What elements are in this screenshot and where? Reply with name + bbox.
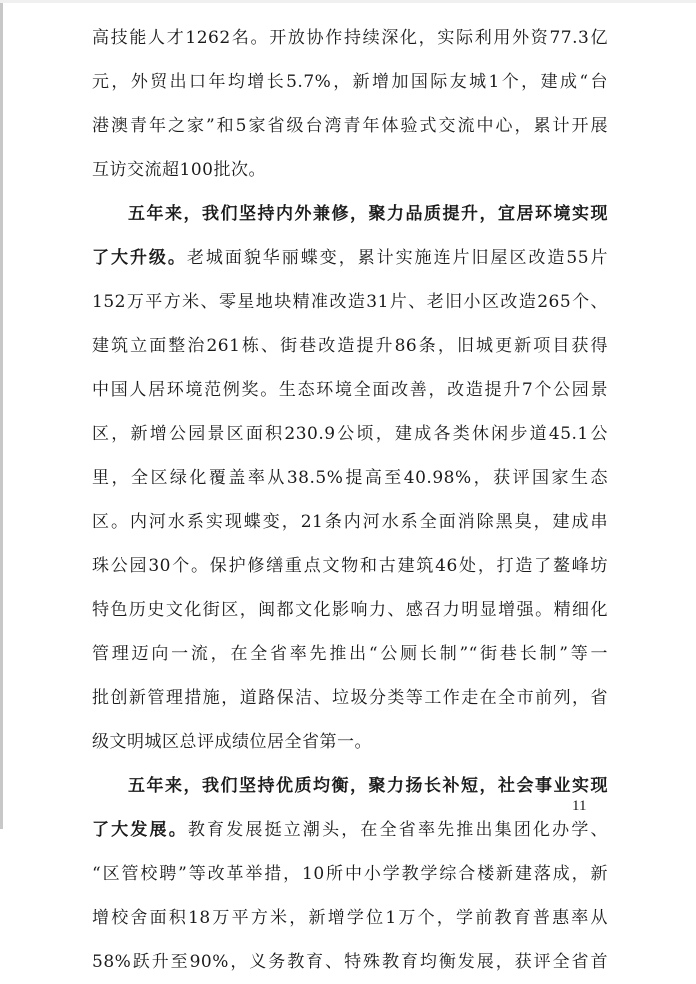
text-line: 里，全区绿化覆盖率从38.5%提高至40.98%，获评国家生态 (92, 468, 608, 488)
text-line: 高技能人才1262名。开放协作持续深化，实际利用外资77.3亿 (92, 28, 608, 48)
bold-lead-text: 五年来，我们坚持优质均衡，聚力扬长补短，社会事业实现 (128, 776, 608, 796)
text-line: 管理迈向一流，在全省率先推出“公厕长制”“街巷长制”等一 (92, 644, 608, 664)
bold-lead-text: 了大升级。 (92, 248, 187, 268)
paragraph-lead-line (92, 192, 608, 236)
document-page (92, 16, 608, 984)
text-line: 批创新管理措施，道路保洁、垃圾分类等工作走在全市前列，省 (92, 688, 608, 708)
text-line: 了大发展。教育发展挺立潮头，在全省率先推出集团化办学、 (92, 820, 609, 840)
text-line: 级文明城区总评成绩位居全省第一。 (92, 732, 372, 752)
text-line: 元，外贸出口年均增长5.7%，新增加国际友城1个，建成“台 (92, 72, 608, 92)
bold-lead-text: 五年来，我们坚持内外兼修，聚力品质提升，宜居环境实现 (128, 204, 608, 224)
text-line: 了大升级。老城面貌华丽蝶变，累计实施连片旧屋区改造55片 (92, 248, 609, 268)
text-line: 珠公园30个。保护修缮重点文物和古建筑46处，打造了鳌峰坊 (92, 556, 608, 576)
text-line: 互访交流超100批次。 (92, 160, 266, 180)
text-line: 港澳青年之家”和5家省级台湾青年体验式交流中心，累计开展 (92, 116, 608, 136)
page-number: 11 (572, 798, 587, 814)
text-line: 中国人居环境范例奖。生态环境全面改善，改造提升7个公园景 (92, 380, 608, 400)
text-line: 区。内河水系实现蝶变，21条内河水系全面消除黑臭，建成串 (92, 512, 608, 532)
text-line: 特色历史文化街区，闽都文化影响力、感召力明显增强。精细化 (92, 600, 608, 620)
text-line: 152万平方米、零星地块精准改造31片、老旧小区改造265个、 (92, 292, 608, 312)
text-line: 建筑立面整治261栋、街巷改造提升86条，旧城更新项目获得 (92, 336, 608, 356)
paragraph-lead-line (92, 764, 608, 808)
window-top-edge (0, 0, 696, 3)
text-line: 58%跃升至90%，义务教育、特殊教育均衡发展，获评全省首 (92, 952, 608, 972)
text-line: 增校舍面积18万平方米，新增学位1万个，学前教育普惠率从 (92, 908, 608, 928)
text-line: “区管校聘”等改革举措，10所中小学教学综合楼新建落成，新 (92, 864, 608, 884)
bold-lead-text: 了大发展。 (92, 820, 188, 840)
window-left-edge (0, 0, 3, 829)
text-line: 区，新增公园景区面积230.9公顷，建成各类休闲步道45.1公 (92, 424, 608, 444)
